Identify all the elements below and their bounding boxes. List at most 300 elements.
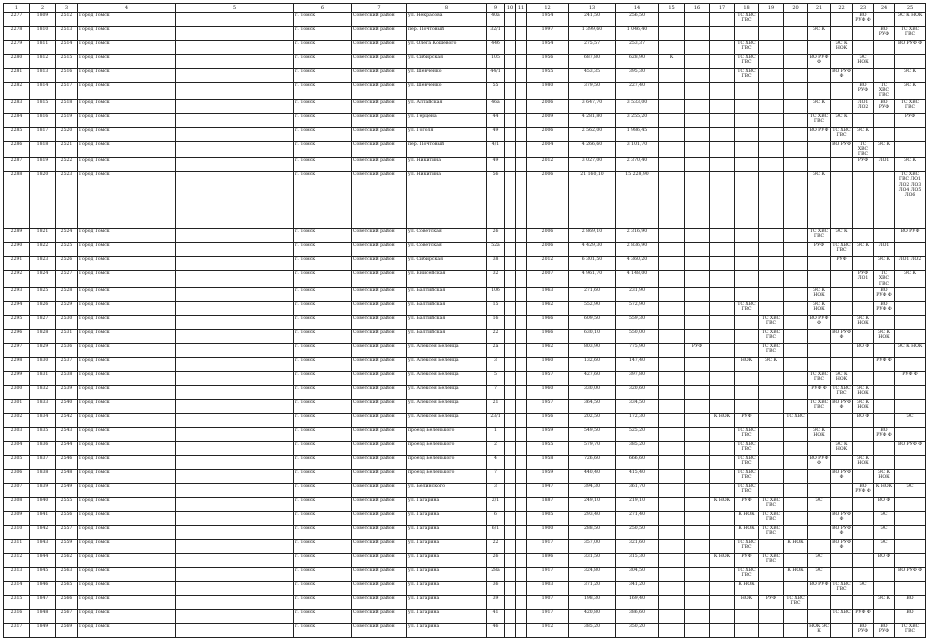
table-cell <box>784 497 808 511</box>
table-cell <box>176 511 294 525</box>
table-cell: 1832 <box>30 385 56 399</box>
table-cell: НОК ЭС К <box>808 623 831 637</box>
table-cell: 2317 <box>4 623 30 637</box>
table-cell: ТС ХВС ГВС <box>831 581 853 595</box>
table-cell <box>176 243 294 257</box>
table-cell <box>659 172 685 229</box>
table-cell: 364,50 <box>569 399 616 413</box>
table-cell <box>710 329 735 343</box>
table-cell: 2293 <box>4 287 30 301</box>
table-cell <box>784 27 808 41</box>
table-cell <box>784 441 808 455</box>
table-cell: ул. Алексея Беленца <box>407 385 487 399</box>
table-cell <box>685 581 710 595</box>
table-cell: ул. Алексея Беленца <box>407 399 487 413</box>
table-cell <box>784 469 808 483</box>
table-row <box>4 511 926 525</box>
table-cell: Советский район <box>352 609 407 623</box>
table-cell <box>685 455 710 469</box>
table-cell <box>516 385 527 399</box>
table-cell <box>759 371 784 385</box>
table-cell <box>874 399 895 413</box>
table-cell <box>685 427 710 441</box>
table-cell <box>831 413 853 427</box>
table-cell: 227,40 <box>616 83 659 100</box>
table-cell: проезд Беленького <box>407 455 487 469</box>
table-cell <box>895 539 926 553</box>
table-cell: ул. Советская <box>407 243 487 257</box>
table-cell: ул. Герцена <box>407 113 487 127</box>
column-number: 2 <box>30 4 56 13</box>
table-cell: г. Томск <box>294 469 352 483</box>
table-cell: 4 266,60 <box>569 141 616 158</box>
table-cell <box>505 257 516 271</box>
table-cell: Город Томск <box>78 525 176 539</box>
table-cell: К НОК <box>784 539 808 553</box>
table-cell <box>735 243 759 257</box>
table-cell <box>516 413 527 427</box>
table-cell <box>659 287 685 301</box>
table-cell: Советский район <box>352 83 407 100</box>
table-cell: 2291 <box>4 257 30 271</box>
table-cell: 44/1 <box>487 69 505 83</box>
table-cell <box>784 553 808 567</box>
table-cell: 3 647,70 <box>569 99 616 113</box>
table-cell: 55 <box>487 83 505 100</box>
table-cell <box>505 469 516 483</box>
table-cell: ЭС К НОК <box>874 469 895 483</box>
table-cell <box>685 497 710 511</box>
table-cell <box>505 371 516 385</box>
table-cell <box>659 301 685 315</box>
table-cell: г. Томск <box>294 399 352 413</box>
table-cell: г. Томск <box>294 141 352 158</box>
table-cell: 775,90 <box>616 343 659 357</box>
table-cell: РУФ Ф <box>853 609 874 623</box>
table-cell <box>710 427 735 441</box>
table-cell: 1980 <box>527 83 569 100</box>
table-cell <box>784 525 808 539</box>
table-cell: 1956 <box>527 55 569 69</box>
table-cell <box>685 55 710 69</box>
table-cell <box>505 455 516 469</box>
table-cell: 2а <box>487 343 505 357</box>
table-cell <box>659 469 685 483</box>
table-cell: 1917 <box>527 539 569 553</box>
table-cell: ЛО1 ЛО2 <box>853 99 874 113</box>
table-row <box>4 55 926 69</box>
table-cell: г. Томск <box>294 553 352 567</box>
table-cell: 2284 <box>4 113 30 127</box>
table-cell: г. Томск <box>294 371 352 385</box>
table-cell: 666,60 <box>616 455 659 469</box>
table-cell: 2/1 <box>487 497 505 511</box>
table-cell: ТС ХВС ГВС <box>735 41 759 55</box>
table-cell: Город Томск <box>78 229 176 243</box>
table-row <box>4 441 926 455</box>
column-number: 14 <box>616 4 659 13</box>
table-cell: 46 <box>487 623 505 637</box>
table-cell: 2315 <box>4 595 30 609</box>
table-cell: Город Томск <box>78 113 176 127</box>
table-cell <box>831 567 853 581</box>
table-cell: ЭС НОК <box>853 55 874 69</box>
table-cell <box>853 113 874 127</box>
table-cell: ВО РУФ Ф <box>831 329 853 343</box>
table-cell: 1831 <box>30 371 56 385</box>
table-cell: ВО РУФ Ф <box>874 427 895 441</box>
table-cell: 38 <box>487 257 505 271</box>
table-cell <box>710 271 735 288</box>
table-cell <box>895 243 926 257</box>
table-cell: 1809 <box>30 13 56 27</box>
table-cell: ВО РУФ <box>874 623 895 637</box>
table-cell <box>759 581 784 595</box>
table-cell <box>735 623 759 637</box>
table-cell: Советский район <box>352 243 407 257</box>
column-number: 3 <box>56 4 78 13</box>
table-cell <box>516 172 527 229</box>
table-cell: 2313 <box>4 567 30 581</box>
table-cell <box>505 271 516 288</box>
table-cell <box>685 158 710 172</box>
table-cell: 2520 <box>56 127 78 141</box>
table-cell <box>710 595 735 609</box>
table-cell <box>895 511 926 525</box>
table-cell: 2290 <box>4 243 30 257</box>
table-cell: 4/1 <box>487 141 505 158</box>
table-cell <box>784 343 808 357</box>
table-cell <box>516 469 527 483</box>
table-cell <box>874 455 895 469</box>
table-cell: 1829 <box>30 343 56 357</box>
table-cell: 2295 <box>4 315 30 329</box>
table-cell: 371,20 <box>569 581 616 595</box>
table-cell: ЭС К НОК <box>895 343 926 357</box>
table-cell <box>784 127 808 141</box>
table-cell <box>685 271 710 288</box>
table-cell <box>685 229 710 243</box>
table-cell <box>710 371 735 385</box>
table-cell: Город Томск <box>78 41 176 55</box>
table-cell <box>831 357 853 371</box>
table-cell: 2314 <box>4 581 30 595</box>
table-cell: г. Томск <box>294 385 352 399</box>
table-cell <box>735 158 759 172</box>
table-cell: 2521 <box>56 141 78 158</box>
table-cell <box>759 27 784 41</box>
table-cell <box>516 567 527 581</box>
table-cell <box>176 441 294 455</box>
table-cell <box>853 539 874 553</box>
table-cell: г. Томск <box>294 413 352 427</box>
table-cell: ЭС К <box>808 99 831 113</box>
table-cell <box>685 99 710 113</box>
table-cell <box>505 441 516 455</box>
table-cell <box>516 511 527 525</box>
table-cell <box>759 385 784 399</box>
table-cell: ТС ХВС ГВС <box>808 371 831 385</box>
table-cell: РУФ <box>831 257 853 271</box>
table-cell: ВО РУФ Ф <box>895 41 926 55</box>
table-cell <box>516 329 527 343</box>
table-cell: ул. Олега Кошевого <box>407 41 487 55</box>
table-cell: 2549 <box>56 483 78 497</box>
table-cell <box>516 243 527 257</box>
table-cell: Город Томск <box>78 427 176 441</box>
table-cell: 2309 <box>4 511 30 525</box>
table-cell: ул. Алексея Беленца <box>407 343 487 357</box>
table-cell: 2297 <box>4 343 30 357</box>
table-cell <box>685 287 710 301</box>
table-cell <box>685 441 710 455</box>
table-cell <box>516 69 527 83</box>
table-cell: Советский район <box>352 371 407 385</box>
table-cell: 2517 <box>56 83 78 100</box>
table-cell <box>505 609 516 623</box>
table-cell: Город Томск <box>78 413 176 427</box>
table-cell: 169,40 <box>616 595 659 609</box>
table-cell: 1962 <box>527 301 569 315</box>
table-cell <box>853 229 874 243</box>
table-cell: пер. Почтовый <box>407 27 487 41</box>
table-row <box>4 413 926 427</box>
table-cell: г. Томск <box>294 497 352 511</box>
table-cell: г. Томск <box>294 41 352 55</box>
table-cell <box>685 567 710 581</box>
table-cell <box>831 497 853 511</box>
table-cell: 609,50 <box>569 315 616 329</box>
table-cell <box>685 243 710 257</box>
table-cell: Город Томск <box>78 287 176 301</box>
table-cell: 26 <box>487 553 505 567</box>
table-cell: ЭС К НОК <box>808 427 831 441</box>
table-cell: 550,00 <box>616 329 659 343</box>
table-cell: ВО РУФ Ф <box>831 469 853 483</box>
table-cell: 1960 <box>527 385 569 399</box>
table-cell: ВО Ф <box>874 553 895 567</box>
table-cell <box>176 99 294 113</box>
table-cell: 3 533,00 <box>616 99 659 113</box>
table-cell <box>853 357 874 371</box>
table-cell <box>808 609 831 623</box>
table-cell <box>176 357 294 371</box>
table-cell <box>853 469 874 483</box>
table-cell <box>516 141 527 158</box>
table-cell: 219,10 <box>616 497 659 511</box>
table-cell <box>176 271 294 288</box>
table-cell: НОК <box>735 595 759 609</box>
table-cell: ул. Гагарина <box>407 623 487 637</box>
table-cell: 271,40 <box>616 511 659 525</box>
table-cell: Советский район <box>352 257 407 271</box>
table-cell <box>685 511 710 525</box>
table-cell: РУФ <box>735 553 759 567</box>
table-cell <box>710 99 735 113</box>
table-cell: Город Томск <box>78 257 176 271</box>
table-cell <box>505 567 516 581</box>
table-cell: ВО РУФ Ф <box>853 13 874 27</box>
table-cell <box>784 581 808 595</box>
table-row <box>4 41 926 55</box>
table-cell: ЭС К <box>874 257 895 271</box>
table-cell <box>895 497 926 511</box>
table-cell: 1896 <box>527 553 569 567</box>
table-cell <box>759 427 784 441</box>
table-cell: 15 228,90 <box>616 172 659 229</box>
table-cell <box>505 243 516 257</box>
table-cell: Советский район <box>352 469 407 483</box>
table-cell <box>516 27 527 41</box>
table-cell: 2569 <box>56 623 78 637</box>
table-cell <box>759 483 784 497</box>
table-cell <box>784 315 808 329</box>
table-cell: Город Томск <box>78 271 176 288</box>
table-cell <box>685 553 710 567</box>
table-cell <box>710 399 735 413</box>
table-cell <box>176 553 294 567</box>
table-cell: ТС ХВС ГВС <box>735 55 759 69</box>
table-cell: 320,60 <box>616 385 659 399</box>
table-cell: Город Томск <box>78 483 176 497</box>
table-cell: ВО РУФ <box>831 141 853 158</box>
table-cell <box>516 441 527 455</box>
table-cell <box>685 469 710 483</box>
table-cell <box>659 127 685 141</box>
table-cell: ВО РУФ <box>808 127 831 141</box>
table-row <box>4 427 926 441</box>
table-cell <box>874 69 895 83</box>
table-cell: ЭС К <box>895 69 926 83</box>
table-cell: РУФ <box>685 343 710 357</box>
table-cell: Советский район <box>352 385 407 399</box>
table-cell <box>759 399 784 413</box>
table-cell: г. Томск <box>294 301 352 315</box>
table-cell: г. Томск <box>294 229 352 243</box>
table-cell: 1839 <box>30 483 56 497</box>
table-cell <box>505 581 516 595</box>
table-cell: 2305 <box>4 455 30 469</box>
table-row <box>4 385 926 399</box>
table-cell <box>759 69 784 83</box>
table-cell: 1848 <box>30 609 56 623</box>
table-cell: ул. Гагарина <box>407 539 487 553</box>
table-row <box>4 27 926 41</box>
table-cell <box>874 315 895 329</box>
table-cell: ЭС К НОК <box>895 13 926 27</box>
table-cell <box>659 539 685 553</box>
table-cell: 1819 <box>30 158 56 172</box>
table-cell: ТС ХВС ГВС <box>735 539 759 553</box>
table-cell <box>505 13 516 27</box>
table-cell <box>516 315 527 329</box>
table-cell <box>659 399 685 413</box>
table-cell: 453,35 <box>569 69 616 83</box>
table-cell <box>685 371 710 385</box>
table-cell <box>895 427 926 441</box>
table-cell <box>505 623 516 637</box>
table-cell: 2526 <box>56 257 78 271</box>
table-cell <box>710 229 735 243</box>
column-number: 19 <box>759 4 784 13</box>
table-cell <box>735 99 759 113</box>
table-cell <box>808 595 831 609</box>
table-cell <box>505 99 516 113</box>
table-cell <box>516 455 527 469</box>
column-number: 7 <box>352 4 407 13</box>
table-cell: Город Томск <box>78 301 176 315</box>
table-cell: 2283 <box>4 99 30 113</box>
table-cell <box>710 83 735 100</box>
table-cell: г. Томск <box>294 127 352 141</box>
table-cell <box>505 525 516 539</box>
table-cell: 2006 <box>527 172 569 229</box>
table-cell <box>516 257 527 271</box>
table-cell <box>710 127 735 141</box>
table-cell <box>808 441 831 455</box>
table-cell <box>895 357 926 371</box>
table-row <box>4 172 926 229</box>
table-cell: 334,50 <box>616 399 659 413</box>
table-cell: Город Томск <box>78 385 176 399</box>
table-cell: ул. Алексея Беленца <box>407 413 487 427</box>
table-cell <box>659 27 685 41</box>
table-cell <box>176 257 294 271</box>
table-cell <box>176 497 294 511</box>
table-cell <box>516 158 527 172</box>
table-cell <box>505 511 516 525</box>
table-cell <box>874 113 895 127</box>
table-cell <box>710 469 735 483</box>
table-cell: 2 836,90 <box>616 243 659 257</box>
table-cell <box>831 553 853 567</box>
table-cell <box>895 385 926 399</box>
table-cell <box>516 41 527 55</box>
table-cell: 2531 <box>56 329 78 343</box>
table-cell <box>853 427 874 441</box>
table-cell: ТС ХВС ГВС <box>895 27 926 41</box>
table-cell <box>710 539 735 553</box>
table-cell: 105 <box>487 55 505 69</box>
column-number: 13 <box>569 4 616 13</box>
table-cell: 2528 <box>56 287 78 301</box>
table-cell <box>685 525 710 539</box>
table-cell: 147,40 <box>616 357 659 371</box>
table-cell <box>735 113 759 127</box>
table-cell <box>784 172 808 229</box>
table-cell <box>505 55 516 69</box>
table-cell <box>505 41 516 55</box>
table-cell: Город Томск <box>78 13 176 27</box>
table-cell: 2548 <box>56 469 78 483</box>
table-cell: 630,10 <box>569 329 616 343</box>
table-cell <box>685 315 710 329</box>
table-cell <box>895 553 926 567</box>
table-cell <box>685 113 710 127</box>
table-cell: ТС ХВС ГВС <box>735 13 759 27</box>
table-cell: Советский район <box>352 455 407 469</box>
table-cell: 2559 <box>56 539 78 553</box>
table-cell: ЭС <box>895 413 926 427</box>
table-cell: 49 <box>487 158 505 172</box>
table-cell <box>516 343 527 357</box>
table-cell: 2567 <box>56 609 78 623</box>
table-cell: г. Томск <box>294 483 352 497</box>
table-cell <box>659 243 685 257</box>
table-cell <box>710 41 735 55</box>
table-cell <box>895 581 926 595</box>
table-cell: 2300 <box>4 385 30 399</box>
